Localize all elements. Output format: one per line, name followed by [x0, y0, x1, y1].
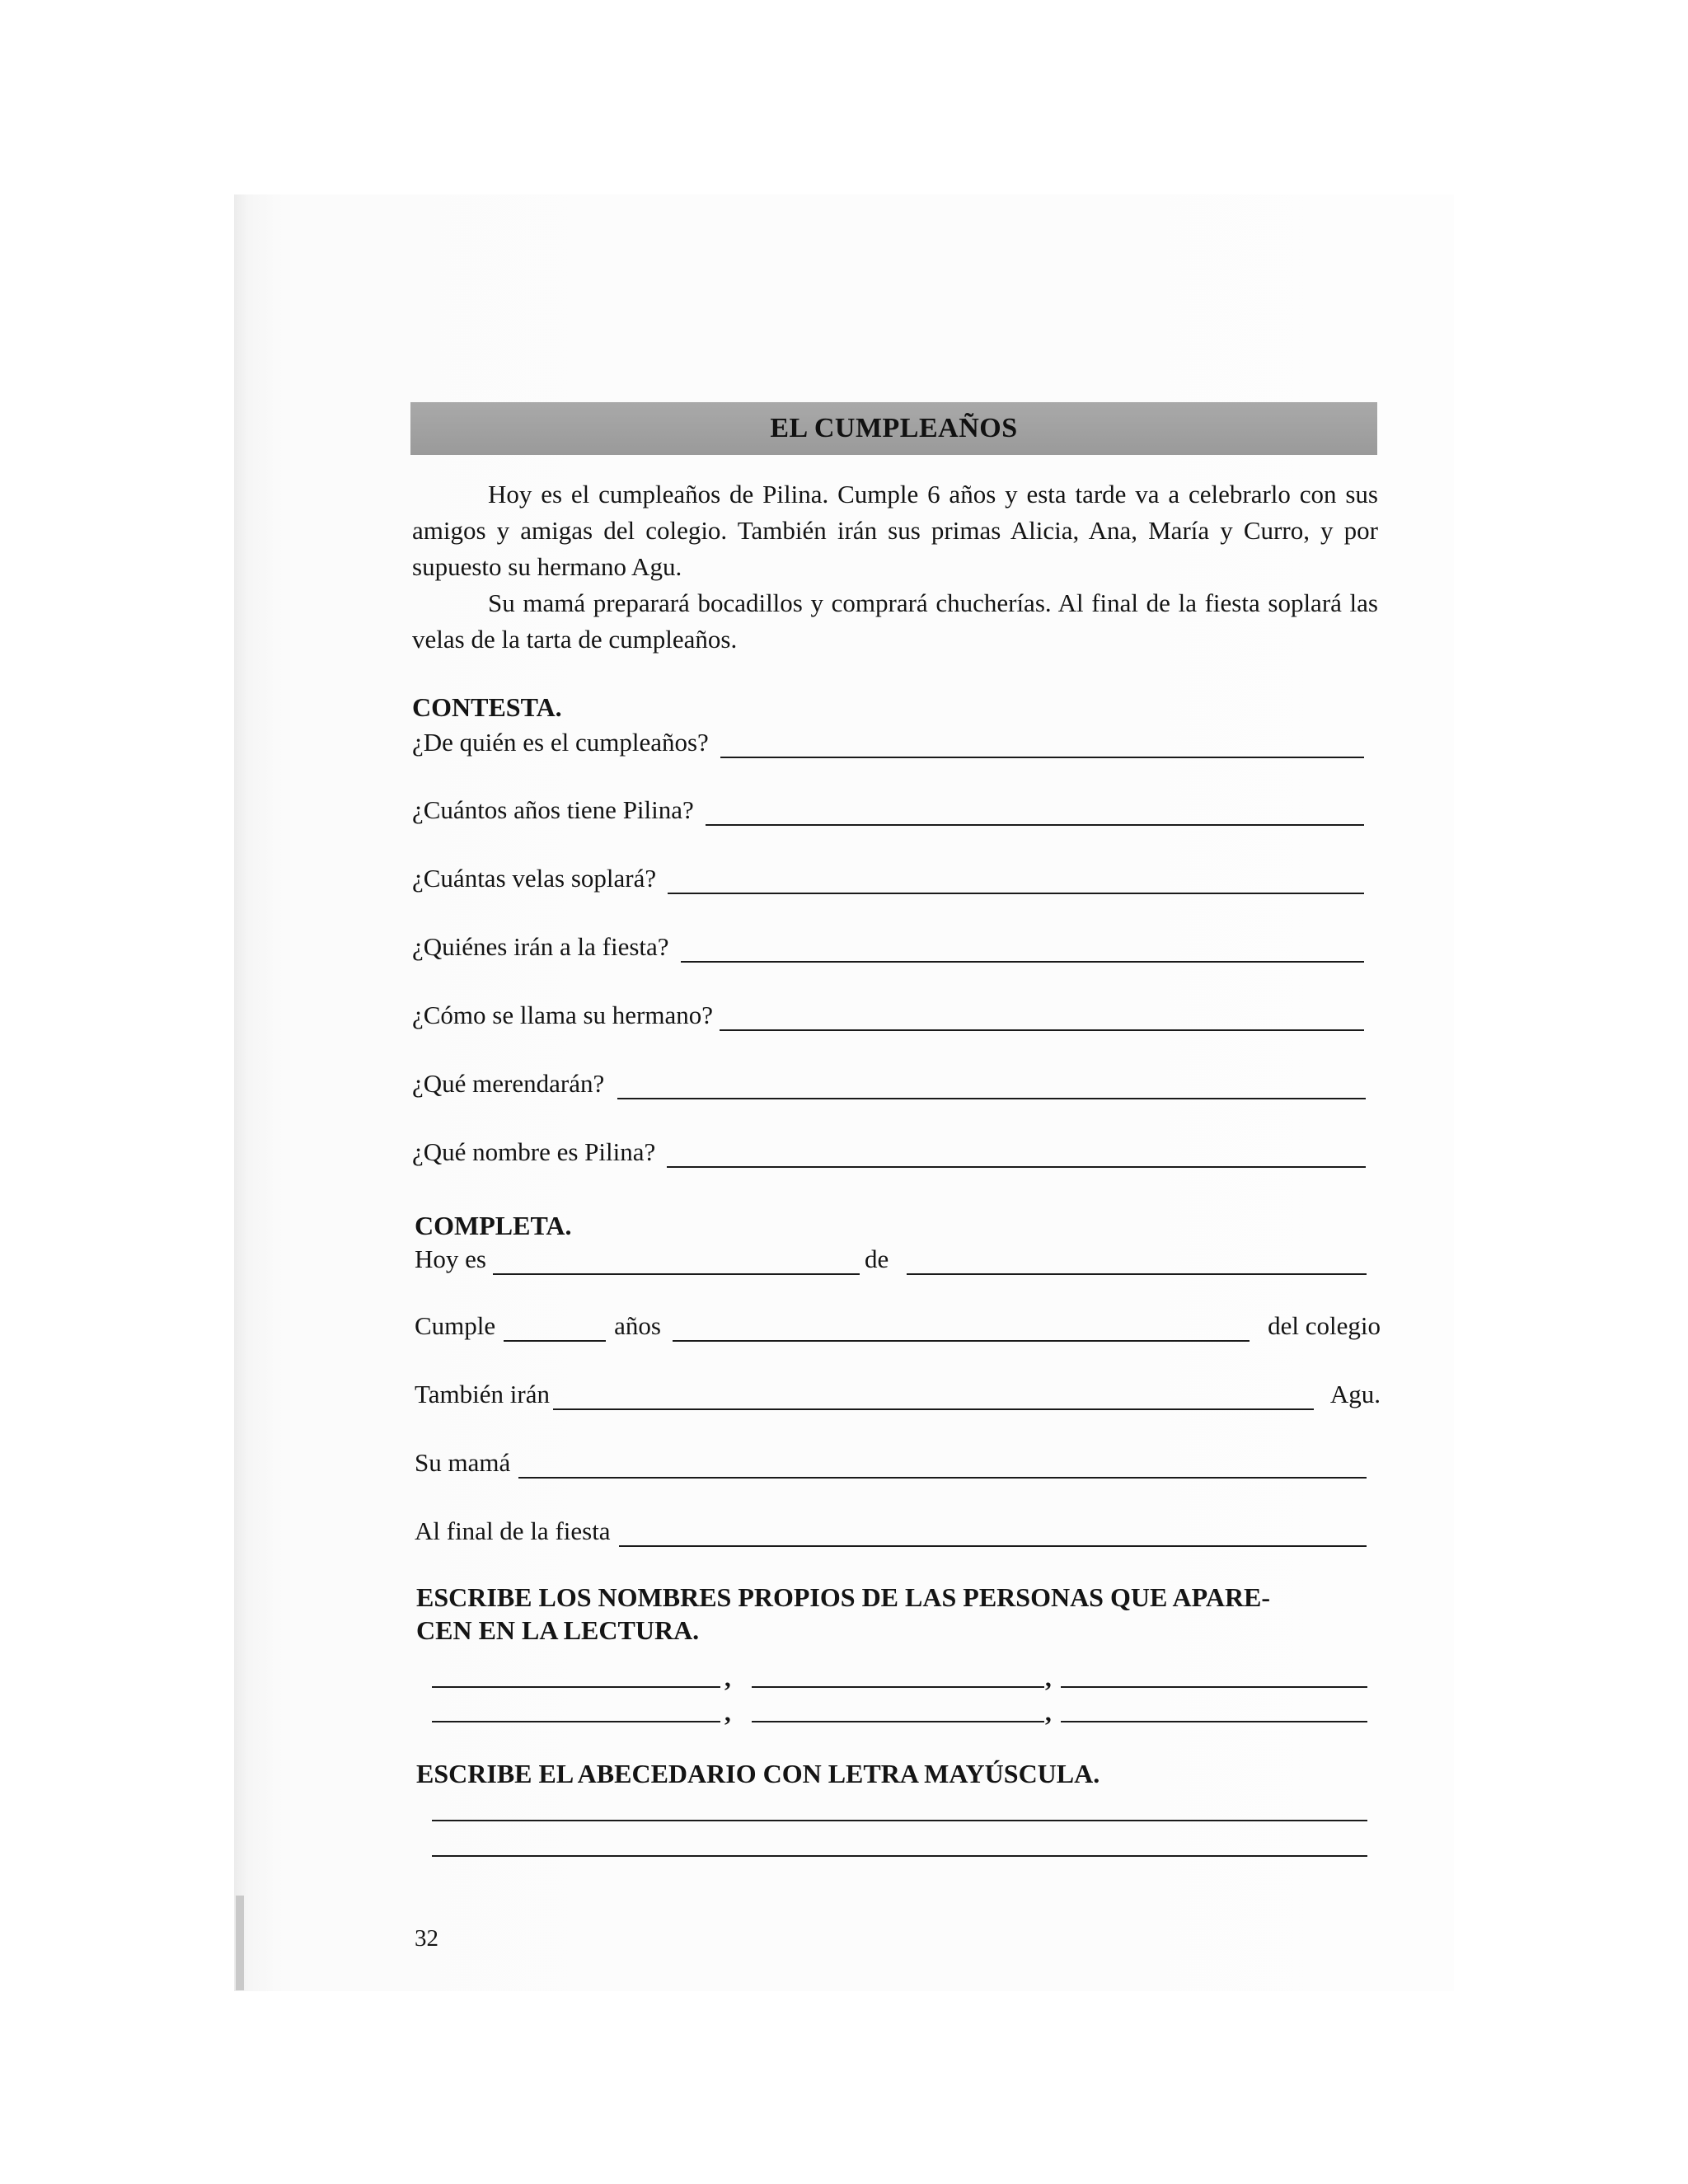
fill-blank[interactable]	[518, 1452, 1367, 1479]
complete-prompt: También irán	[415, 1380, 550, 1408]
complete-ending: del colegio	[1268, 1311, 1381, 1340]
reading-paragraph-2: Su mamá preparará bocadillos y comprará chucherías. Al final de la fiesta soplará las velas de la tarta de cumpleaños.	[412, 588, 1378, 654]
question-row	[412, 863, 1364, 894]
question-row	[412, 794, 1364, 826]
complete-connector: de	[864, 1244, 889, 1273]
names-heading-line-1: ESCRIBE LOS NOMBRES PROPIOS DE LAS PERSONAS QUE APARE-	[416, 1582, 1271, 1612]
reading-paragraph-1: Hoy es el cumpleaños de Pilina. Cumple 6 años y esta tarde va a celebrarlo con sus amigos y amigas del colegio. También irán sus primas Alicia, Ana, María y Curro, y por supuesto su hermano Agu.	[412, 480, 1378, 581]
alphabet-heading: ESCRIBE EL ABECEDARIO CON LETRA MAYÚSCULA.	[416, 1759, 1100, 1788]
complete-row	[415, 1447, 1367, 1479]
fill-blank[interactable]	[493, 1249, 860, 1275]
names-heading	[416, 1581, 1389, 1647]
alphabet-line[interactable]	[432, 1855, 1367, 1857]
name-blank[interactable]	[752, 1686, 1044, 1688]
complete-prompt: Su mamá	[415, 1448, 511, 1477]
name-blank[interactable]	[432, 1721, 720, 1722]
question-text: ¿Quiénes irán a la fiesta?	[412, 932, 669, 961]
separator-comma: ,	[1045, 1698, 1052, 1727]
title-banner	[410, 402, 1377, 455]
complete-ending: Agu.	[1329, 1380, 1381, 1408]
complete-prompt: Cumple	[415, 1311, 496, 1340]
fill-blank[interactable]	[619, 1521, 1367, 1547]
fill-blank[interactable]	[673, 1315, 1250, 1342]
complete-prompt: Al final de la fiesta	[415, 1516, 611, 1545]
fill-blank[interactable]	[504, 1315, 606, 1342]
complete-row	[415, 1310, 1381, 1342]
answer-line[interactable]	[720, 732, 1364, 758]
answer-line[interactable]	[681, 936, 1364, 963]
reading-text	[412, 476, 1378, 658]
fill-blank[interactable]	[553, 1384, 1314, 1410]
separator-comma: ,	[724, 1698, 731, 1727]
name-blank[interactable]	[1061, 1721, 1367, 1722]
names-heading-line-2: CEN EN LA LECTURA.	[416, 1615, 700, 1645]
question-text: ¿Qué merendarán?	[412, 1069, 605, 1098]
complete-row	[415, 1516, 1367, 1547]
question-text: ¿De quién es el cumpleaños?	[412, 728, 709, 757]
name-blank[interactable]	[752, 1721, 1044, 1722]
complete-row	[415, 1244, 1367, 1275]
question-text: ¿Cuántos años tiene Pilina?	[412, 795, 694, 824]
answer-line[interactable]	[617, 1073, 1366, 1099]
complete-connector: años	[614, 1311, 661, 1340]
page-title: EL CUMPLEAÑOS	[770, 413, 1018, 443]
alphabet-line[interactable]	[432, 1820, 1367, 1821]
complete-prompt: Hoy es	[415, 1244, 486, 1273]
completa-heading: COMPLETA.	[415, 1211, 572, 1240]
fill-blank[interactable]	[907, 1249, 1367, 1275]
name-blank[interactable]	[432, 1686, 720, 1688]
contesta-heading: CONTESTA.	[412, 692, 562, 722]
answer-line[interactable]	[668, 868, 1364, 894]
name-blank[interactable]	[1061, 1686, 1367, 1688]
answer-line[interactable]	[706, 799, 1364, 826]
question-row	[412, 1068, 1366, 1099]
question-text: ¿Cuántas velas soplará?	[412, 864, 657, 893]
answer-line[interactable]	[720, 1005, 1364, 1031]
question-row	[412, 727, 1364, 758]
question-text: ¿Qué nombre es Pilina?	[412, 1137, 656, 1166]
page-number: 32	[415, 1925, 438, 1952]
question-row	[412, 1137, 1366, 1168]
question-text: ¿Cómo se llama su hermano?	[412, 1001, 714, 1029]
separator-comma: ,	[1045, 1663, 1052, 1692]
complete-row	[415, 1379, 1381, 1410]
answer-line[interactable]	[667, 1141, 1366, 1168]
question-row	[412, 931, 1364, 963]
question-row	[412, 1000, 1364, 1031]
separator-comma: ,	[724, 1663, 731, 1692]
